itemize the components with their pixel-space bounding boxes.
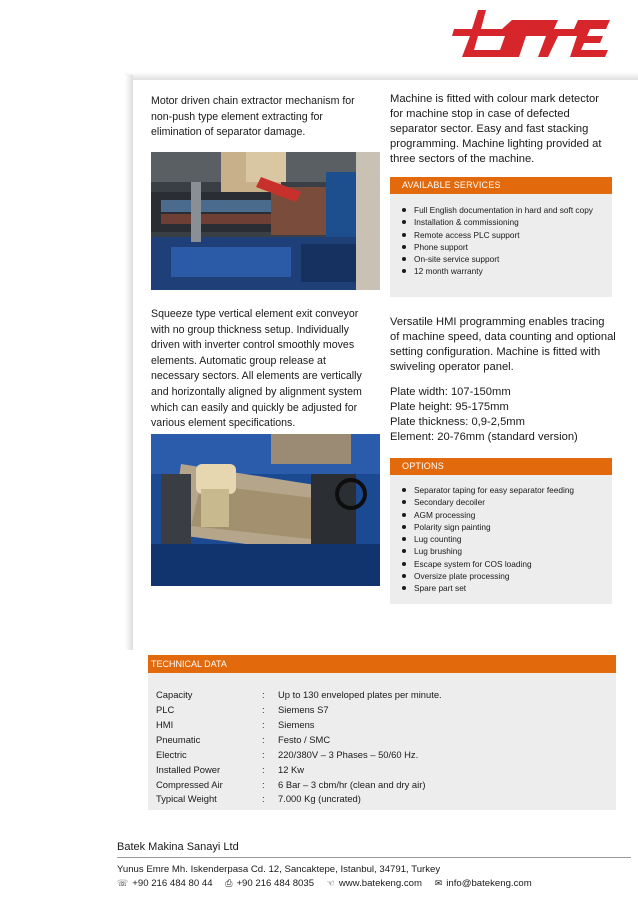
table-row: HMI : Siemens [156,719,315,730]
list-item: Polarity sign painting [400,521,605,533]
frame-left-shadow [125,75,133,650]
list-item: Installation & commissioning [400,216,605,228]
list-item: Full English documentation in hard and soft copy [400,204,605,216]
options-list [400,484,605,595]
plate-specs: Plate width: 107-150mm Plate height: 95-175mm Plate thickness: 0,9-2,5mm Element: 20-76mm (standard version) [390,386,578,443]
right-intro-text: Machine is fitted with colour mark detector for machine stop in case of defected separator sector. Easy and fast stacking programming. Machine lighting provided at three sectors of the machine. [390,93,602,165]
list-item: Remote access PLC support [400,229,605,241]
list-item: Spare part set [400,582,605,594]
email-icon: ✉ [434,879,443,889]
web-icon: ☜ [326,879,335,889]
footer-divider [117,857,631,858]
list-item: Phone support [400,241,605,253]
technical-data-title: TECHNICAL DATA [148,655,616,673]
options-panel [390,458,612,604]
phone-icon: ☏ [117,879,129,889]
available-services-list [400,204,605,278]
fax-icon: ⎙ [225,879,233,889]
table-row: Installed Power : 12 Kw [156,764,305,775]
list-item: Separator taping for easy separator feeding [400,484,605,496]
list-item: 12 month warranty [400,265,605,277]
exit-conveyor-photo [151,434,380,586]
contact-line [117,878,532,889]
table-row: PLC : Siemens S7 [156,704,329,715]
squeeze-conveyor-text: Squeeze type vertical element exit conveyor with no group thickness setup. Individually driven with inverter control smoothly moves elements. Automatic group release at necessary sectors. All elements are vertically and horizontally aligned by alignment system which can easily and quickly be adjusted for various element specifications. [151,308,362,430]
list-item: Escape system for COS loading [400,558,605,570]
table-row: Capacity : Up to 130 enveloped plates per minute. [156,689,442,700]
batek-logo [440,6,620,61]
email-link[interactable]: info@batekeng.com [446,878,532,889]
chain-extractor-photo [151,152,380,290]
available-services-panel [390,177,612,297]
hmi-text: Versatile HMI programming enables tracing of machine speed, data counting and optional setting configuration. Machine is fitted with swiveling operator panel. [390,316,616,373]
left-intro-text: Motor driven chain extractor mechanism for non-push type element extracting for elimination of separator damage. [151,95,355,139]
table-row: Electric : 220/380V – 3 Phases – 50/60 Hz. [156,749,419,760]
list-item: AGM processing [400,509,605,521]
table-row: Pneumatic : Festo / SMC [156,734,331,745]
company-name: Batek Makina Sanayi Ltd [117,841,239,853]
fax-number: +90 216 484 8035 [236,878,315,889]
frame-top-shadow [125,72,638,80]
phone-number[interactable]: +90 216 484 80 44 [132,878,213,889]
available-services-title: AVAILABLE SERVICES [390,177,612,194]
list-item: Oversize plate processing [400,570,605,582]
table-row: Compressed Air : 6 Bar – 3 cbm/hr (clean and dry air) [156,779,426,790]
website-link[interactable]: www.batekeng.com [338,878,423,889]
options-title: OPTIONS [390,458,612,475]
company-address: Yunus Emre Mh. Iskenderpasa Cd. 12, Sancaktepe, Istanbul, 34791, Turkey [117,864,441,875]
logo-text: batek [532,18,535,19]
table-row: Typical Weight : 7.000 Kg (uncrated) [156,793,361,804]
list-item: Secondary decoiler [400,496,605,508]
list-item: Lug counting [400,533,605,545]
list-item: On-site service support [400,253,605,265]
list-item: Lug brushing [400,545,605,557]
technical-data-panel [148,655,616,810]
